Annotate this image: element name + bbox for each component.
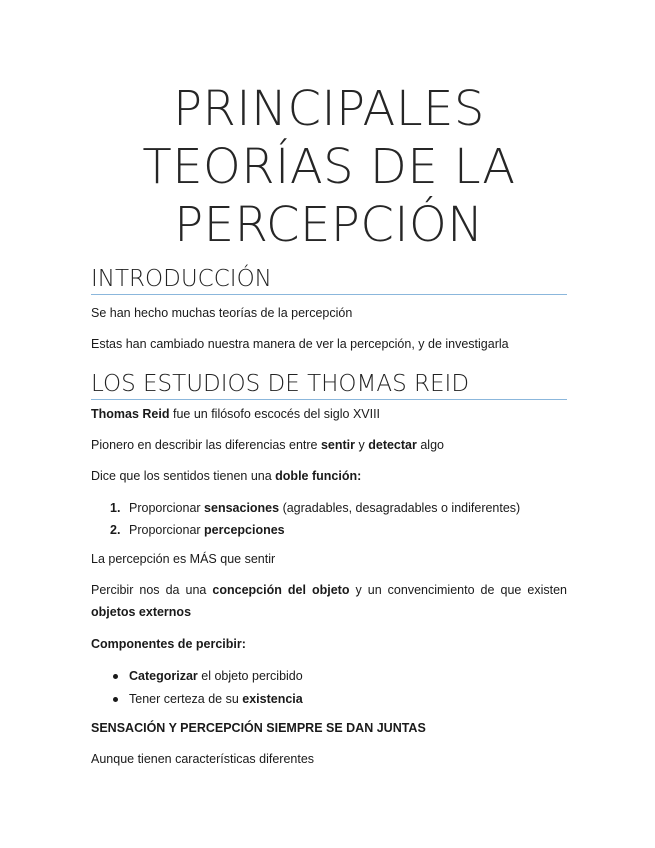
bold-text: sentir [320,438,356,452]
bold-text: sensaciones [204,501,280,515]
title-line-2: TEORÍAS DE LA [142,139,516,195]
text: y [355,438,369,452]
bold-text: concepción del objeto [212,583,350,597]
text: y un convencimiento de que existen [349,583,567,597]
title-line-1: PRINCIPALES [173,81,485,137]
title-line-3: PERCEPCIÓN [174,197,484,253]
paragraph-heading [91,717,567,739]
paragraph [91,465,567,487]
paragraph [91,403,567,425]
paragraph: Estas han cambiado nuestra manera de ver la percepción, y de investigarla [91,337,509,351]
text: algo [416,438,444,452]
bold-text: percepciones [204,523,285,537]
heading-introduccion: INTRODUCCIÓN [91,265,567,295]
paragraph: Se han hecho muchas teorías de la percepción [91,306,353,320]
bold-text: objetos externos [91,605,192,619]
list-number: 2. [110,523,121,537]
bullet-icon [113,697,118,702]
paragraph: Aunque tienen características diferentes [91,752,315,766]
bold-text: Componentes de percibir: [91,637,246,651]
paragraph: La percepción es MÁS que sentir [91,552,276,566]
paragraph [91,434,567,456]
bold-text: detectar [368,438,417,452]
bold-text: existencia [242,692,303,706]
paragraph [91,579,567,623]
paragraph-heading [91,633,567,655]
text: (agradables, desagradables o indiferentes) [279,501,521,515]
text: Proporcionar [129,501,205,515]
text: Dice que los sentidos tienen una [91,469,276,483]
text: fue un filósofo escocés del siglo XVIII [169,407,381,421]
bullet-icon [113,674,118,679]
text: el objeto percibido [197,669,303,683]
bold-text: Thomas Reid [91,407,170,421]
text: Tener certeza de su [129,692,243,706]
bold-text: Categorizar [129,669,198,683]
list-number: 1. [110,501,121,515]
text: Percibir nos da una [91,583,213,597]
text: Proporcionar [129,523,205,537]
heading-thomas-reid: LOS ESTUDIOS DE THOMAS REID [91,370,567,400]
document-title [91,80,567,254]
text: Pionero en describir las diferencias entre [91,438,321,452]
bold-text: SENSACIÓN Y PERCEPCIÓN SIEMPRE SE DAN JUNTAS [91,721,426,735]
bold-text: doble función: [275,469,362,483]
